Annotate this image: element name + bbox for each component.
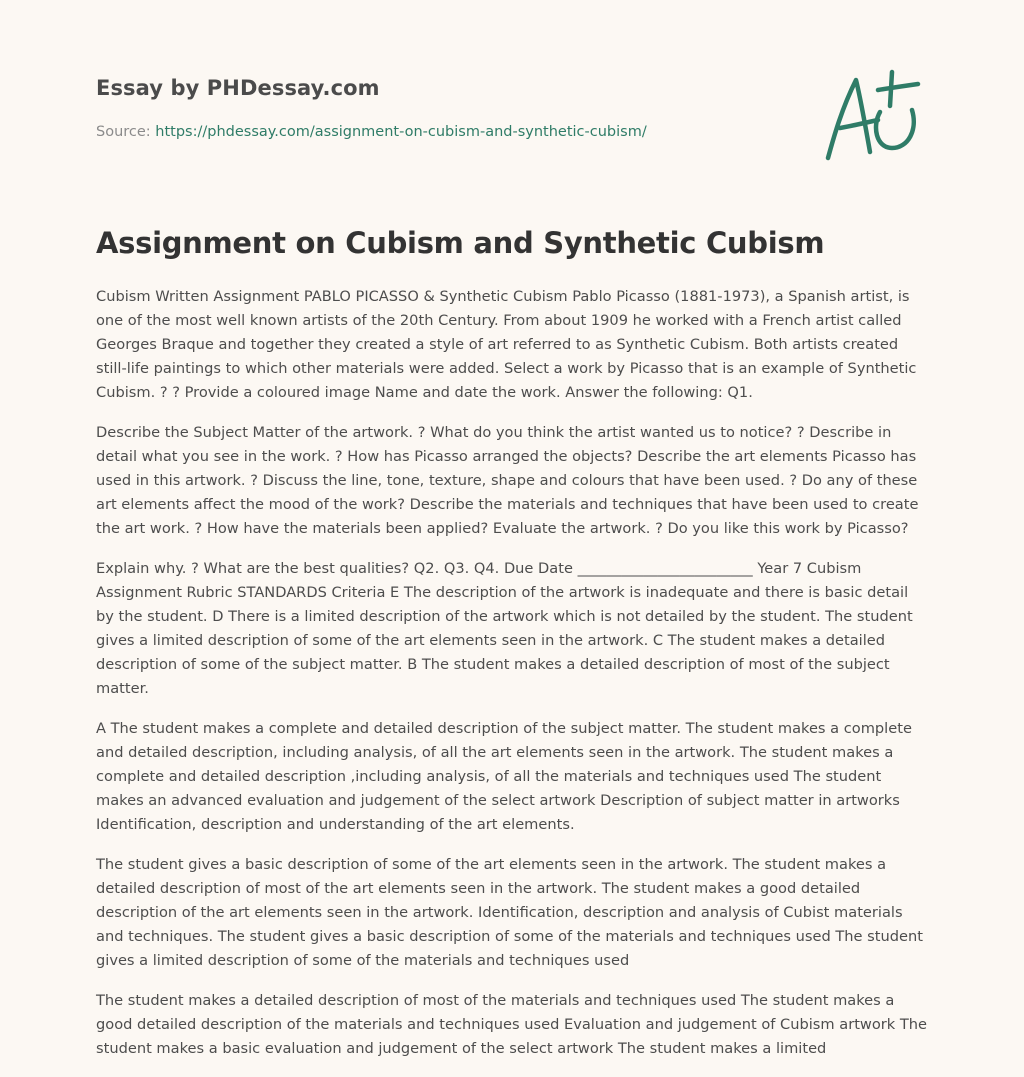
paragraph: Describe the Subject Matter of the artwork. ? What do you think the artist wanted us to notice? ? Describe in detail what you see in the work. ? How has Picasso arranged the objects? Describe the art elements Picasso has used in this artwork. ? Discuss the line, tone, texture, shape and colours that have been used. ? Do any of these art elements affect the mood of the work? Describe the materials and techniques that have been used to create the art work. ? How have the materials been applied? Evaluate the artwork. ? Do you like this work by Picasso?: [96, 424, 919, 537]
a-plus-logo-icon: [820, 66, 930, 166]
page-title: Assignment on Cubism and Synthetic Cubism: [96, 226, 825, 260]
brand-title: Essay by PHDessay.com: [96, 76, 380, 100]
source-line: [96, 124, 647, 140]
source-link[interactable]: https://phdessay.com/assignment-on-cubism-and-synthetic-cubism/: [155, 124, 647, 140]
source-label: Source:: [96, 124, 156, 140]
paragraph: The student makes a detailed description of most of the materials and techniques used The student makes a good detailed description of the materials and techniques used Evaluation and judgement of Cubism artwork The student makes a basic evaluation and judgement of the select artwork The student makes a limited: [96, 992, 928, 1057]
paragraph: Explain why. ? What are the best qualities? Q2. Q3. Q4. Due Date ________________________ Year 7 Cubism Assignment Rubric STANDARDS Criteria E The description of the artwork is inadequate and there is basic detail by the student. D There is a limited description of the artwork which is not detailed by the student. The student gives a limited description of some of the art elements seen in the artwork. C The student makes a detailed description of some of the subject matter. B The student makes a detailed description of most of the subject matter.: [96, 560, 913, 697]
paragraph: A The student makes a complete and detailed description of the subject matter. The student makes a complete and detailed description, including analysis, of all the art elements seen in the artwork. The student makes a complete and detailed description ,including analysis, of all the materials and techniques used The student makes an advanced evaluation and judgement of the select artwork Description of subject matter in artworks Identification, description and understanding of the art elements.: [96, 720, 912, 833]
paragraph: Cubism Written Assignment PABLO PICASSO & Synthetic Cubism Pablo Picasso (1881-1973), a Spanish artist, is one of the most well known artists of the 20th Century. From about 1909 he worked with a French artist called Georges Braque and together they created a style of art referred to as Synthetic Cubism. Both artists created still-life paintings to which other materials were added. Select a work by Picasso that is an example of Synthetic Cubism. ? ? Provide a coloured image Name and date the work. Answer the following: Q1.: [96, 288, 917, 401]
paragraph: The student gives a basic description of some of the art elements seen in the artwork. The student makes a detailed description of most of the art elements seen in the artwork. The student makes a good detailed description of the art elements seen in the artwork. Identification, description and analysis of Cubist materials and techniques. The student gives a basic description of some of the materials and techniques used The student gives a limited description of some of the materials and techniques used: [96, 856, 923, 969]
article-body: [96, 285, 928, 1077]
